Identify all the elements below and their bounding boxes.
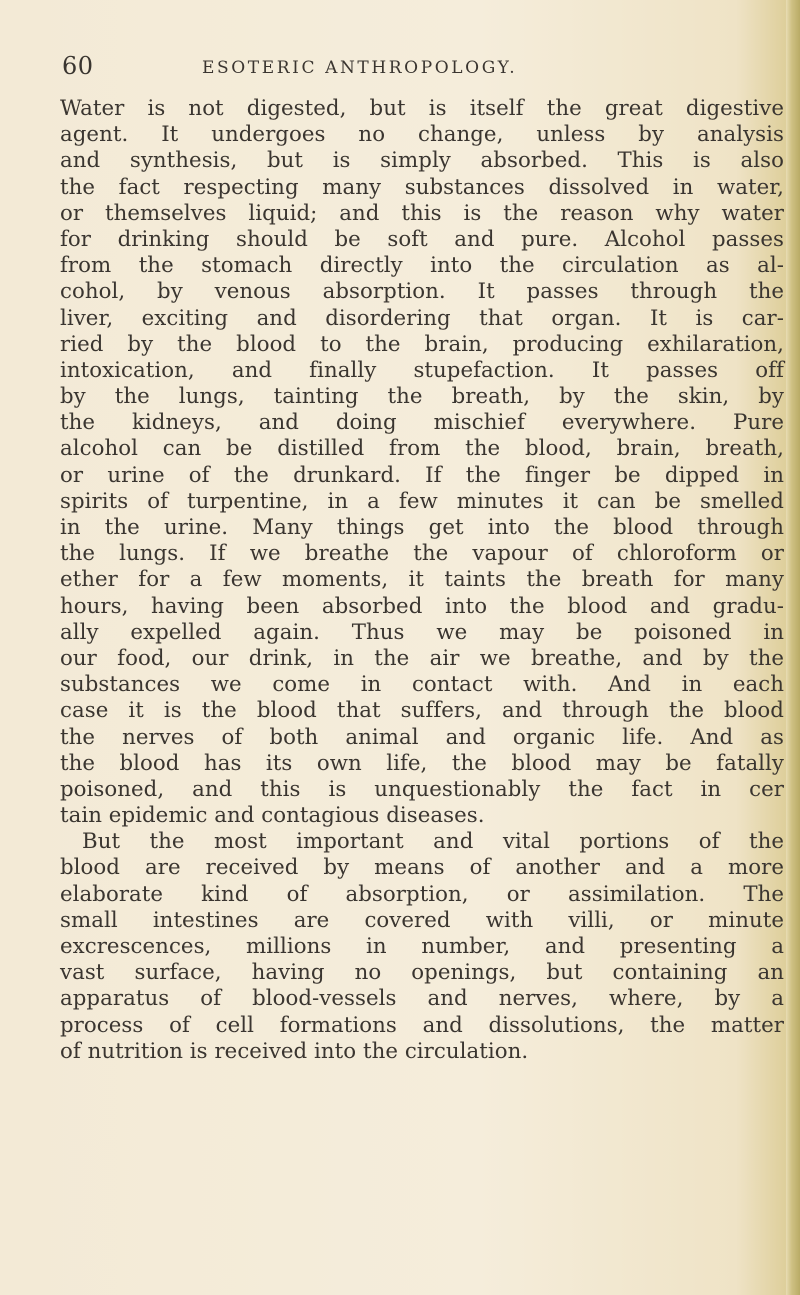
paragraph-last-line: tain epidemic and contagious diseases. [60,803,485,829]
text-line: case it is the blood that suffers, and through the blood [60,698,784,724]
text-line: from the stomach directly into the circulation as al- [60,253,784,279]
text-line: spirits of turpentine, in a few minutes it can be smelled [60,488,784,514]
text-line: hours, having been absorbed into the blood and gradu- [60,593,784,619]
page-edge-shadow [786,0,800,1295]
text-line: alcohol can be distilled from the blood, brain, breath, [60,436,784,462]
text-line: poisoned, and this is unquestionably the fact in cer [60,776,784,802]
text-line: cohol, by venous absorption. It passes through the [60,279,784,305]
text-line: intoxication, and finally stupefaction. It passes off [60,357,784,383]
text-line: elaborate kind of absorption, or assimilation. The [60,881,784,907]
text-line: liver, exciting and disordering that organ. It is car- [60,305,784,331]
text-line: the nerves of both animal and organic life. And as [60,724,784,750]
text-line: ether for a few moments, it taints the breath for many [60,567,784,593]
body-text [60,96,784,1065]
text-line: the kidneys, and doing mischief everywhere. Pure [60,410,784,436]
paragraph-first-line: But the most important and vital portions of the [82,829,784,855]
text-line: blood are received by means of another and a more [60,855,784,881]
text-line: ally expelled again. Thus we may be poisoned in [60,619,784,645]
text-line: Water is not digested, but is itself the great digestive [60,96,784,121]
text-line: the blood has its own life, the blood may be fatally [60,750,784,776]
text-line: or urine of the drunkard. If the finger be dipped in [60,462,784,488]
text-line: the fact respecting many substances dissolved in water, [60,174,784,200]
text-line: for drinking should be soft and pure. Alcohol passes [60,226,784,252]
text-line: excrescences, millions in number, and presenting a [60,934,784,959]
text-line: vast surface, having no openings, but containing an [60,960,784,986]
text-line: or themselves liquid; and this is the reason why water [60,200,784,226]
text-line: the lungs. If we breathe the vapour of chloroform or [60,541,784,567]
text-line: substances we come in contact with. And in each [60,672,784,698]
text-line: by the lungs, tainting the breath, by the skin, by [60,384,784,410]
page-number: 60 [62,52,94,80]
running-head: ESOTERIC ANTHROPOLOGY. [202,58,518,78]
text-line: apparatus of blood-vessels and nerves, where, by a [60,986,784,1012]
text-line: in the urine. Many things get into the blood through [60,515,784,540]
text-line: and synthesis, but is simply absorbed. This is also [60,148,784,174]
text-line: agent. It undergoes no change, unless by analysis [60,122,784,148]
text-line: our food, our drink, in the air we breathe, and by the [60,645,784,671]
page-header [62,52,752,86]
text-line: ried by the blood to the brain, producing exhilaration, [60,331,784,357]
text-line: process of cell formations and dissolutions, the matter [60,1012,784,1038]
paragraph-last-line: of nutrition is received into the circulation. [60,1038,529,1064]
text-line: small intestines are covered with villi, or minute [60,907,784,933]
